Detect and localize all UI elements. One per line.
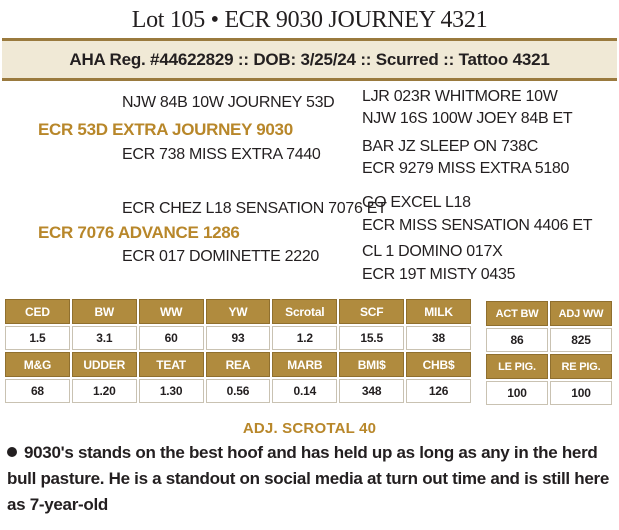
sire-sire-sire: LJR 023R WHITMORE 10W bbox=[362, 88, 558, 105]
dam-dam-sire: CL 1 DOMINO 017X bbox=[362, 243, 503, 260]
perf-value: 825 bbox=[550, 328, 612, 352]
dam-dam-dam: ECR 19T MISTY 0435 bbox=[362, 266, 516, 283]
perf-header-row-1 bbox=[486, 301, 612, 326]
epd-header: Scrotal bbox=[272, 299, 337, 324]
epd-value: 126 bbox=[406, 379, 471, 403]
epd-value: 38 bbox=[406, 326, 471, 350]
dam-dam: ECR 017 DOMINETTE 2220 bbox=[122, 248, 320, 265]
epd-header-row-2 bbox=[5, 352, 471, 377]
epd-value: 1.2 bbox=[272, 326, 337, 350]
perf-value: 100 bbox=[486, 381, 548, 405]
epd-value: 0.56 bbox=[206, 379, 271, 403]
epd-value: 93 bbox=[206, 326, 271, 350]
epd-value-row-2 bbox=[5, 379, 471, 403]
epd-table bbox=[3, 297, 473, 405]
perf-value: 100 bbox=[550, 381, 612, 405]
epd-header: MARB bbox=[272, 352, 337, 377]
performance-table bbox=[484, 299, 614, 407]
sire: ECR 53D EXTRA JOURNEY 9030 bbox=[38, 120, 293, 139]
dam-sire-sire: GO EXCEL L18 bbox=[362, 194, 471, 211]
epd-header: CED bbox=[5, 299, 70, 324]
epd-header: MILK bbox=[406, 299, 471, 324]
epd-value: 1.5 bbox=[5, 326, 70, 350]
perf-header: RE PIG. bbox=[550, 354, 612, 379]
description bbox=[7, 440, 615, 518]
bullet-icon bbox=[7, 447, 17, 457]
epd-value: 1.30 bbox=[139, 379, 204, 403]
dam-sire: ECR CHEZ L18 SENSATION 7076 ET bbox=[122, 200, 387, 217]
epd-value: 60 bbox=[139, 326, 204, 350]
epd-value: 348 bbox=[339, 379, 404, 403]
perf-value-row-2 bbox=[486, 381, 612, 405]
epd-value-row-1 bbox=[5, 326, 471, 350]
sire-dam-sire: BAR JZ SLEEP ON 738C bbox=[362, 138, 539, 155]
epd-value: 3.1 bbox=[72, 326, 137, 350]
perf-value-row-1 bbox=[486, 328, 612, 352]
adj-scrotal: ADJ. SCROTAL 40 bbox=[242, 420, 377, 437]
epd-header: M&G bbox=[5, 352, 70, 377]
sire-dam: ECR 738 MISS EXTRA 7440 bbox=[122, 146, 321, 163]
perf-header-row-2 bbox=[486, 354, 612, 379]
sire-sire: NJW 84B 10W JOURNEY 53D bbox=[122, 94, 335, 111]
epd-header: UDDER bbox=[72, 352, 137, 377]
epd-header: CHB$ bbox=[406, 352, 471, 377]
dam-sire-dam: ECR MISS SENSATION 4406 ET bbox=[362, 217, 593, 234]
epd-header: BW bbox=[72, 299, 137, 324]
epd-value: 68 bbox=[5, 379, 70, 403]
epd-value: 15.5 bbox=[339, 326, 404, 350]
epd-header: YW bbox=[206, 299, 271, 324]
sire-dam-dam: ECR 9279 MISS EXTRA 5180 bbox=[362, 160, 570, 177]
dam: ECR 7076 ADVANCE 1286 bbox=[38, 223, 240, 242]
epd-header: WW bbox=[139, 299, 204, 324]
epd-header: BMI$ bbox=[339, 352, 404, 377]
sire-sire-dam: NJW 16S 100W JOEY 84B ET bbox=[362, 110, 573, 127]
epd-header: SCF bbox=[339, 299, 404, 324]
epd-header-row-1 bbox=[5, 299, 471, 324]
epd-header: REA bbox=[206, 352, 271, 377]
perf-header: ACT BW bbox=[486, 301, 548, 326]
perf-header: LE PIG. bbox=[486, 354, 548, 379]
lot-title: Lot 105 • ECR 9030 JOURNEY 4321 bbox=[131, 7, 488, 33]
perf-value: 86 bbox=[486, 328, 548, 352]
epd-header: TEAT bbox=[139, 352, 204, 377]
epd-value: 1.20 bbox=[72, 379, 137, 403]
registration-bar: AHA Reg. #44622829 :: DOB: 3/25/24 :: Scurred :: Tattoo 4321 bbox=[2, 38, 617, 81]
epd-value: 0.14 bbox=[272, 379, 337, 403]
perf-header: ADJ WW bbox=[550, 301, 612, 326]
description-text: 9030's stands on the best hoof and has held up as long as any in the herd bull pasture. He is a standout on social media at turn out time and is still here as 7-year-old bbox=[7, 443, 609, 514]
